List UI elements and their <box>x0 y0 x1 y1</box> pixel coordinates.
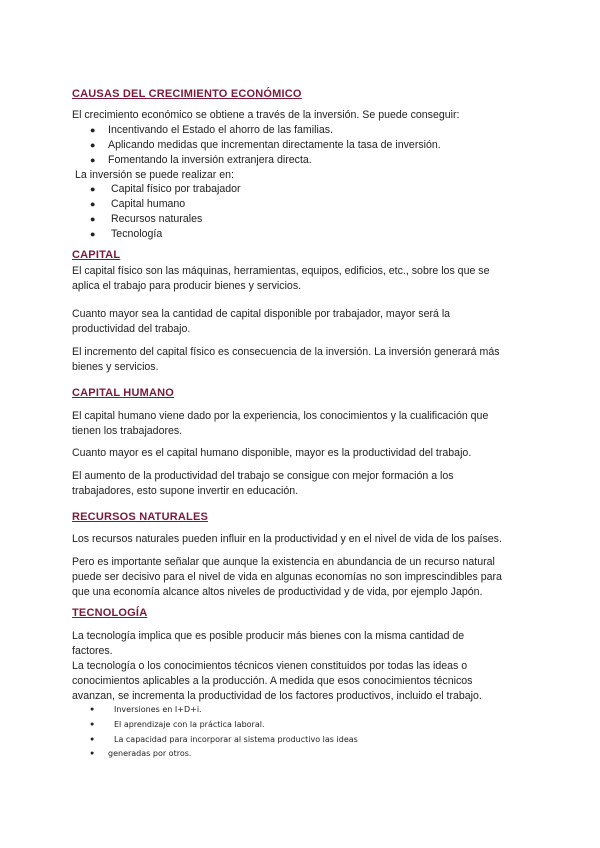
intro-text: El crecimiento económico se obtiene a través de la inversión. Se puede conseguir: <box>72 109 460 121</box>
bullet-icon: ● <box>90 706 95 713</box>
bullet-icon: ● <box>90 229 96 239</box>
bullet-icon: ● <box>90 184 96 194</box>
list-item: Incentivando el Estado el ahorro de las familias. <box>108 124 333 136</box>
paragraph-line: Cuanto mayor es el capital humano disponible, mayor es la productividad del trabajo. <box>72 447 472 459</box>
bullet-icon: ● <box>90 199 96 209</box>
bullet-icon: ● <box>90 140 96 150</box>
paragraph-line: aplica el trabajo para producir bienes y servicios. <box>72 280 302 292</box>
bullet-icon: ● <box>90 750 95 757</box>
main-heading: CAUSAS DEL CRECIMIENTO ECONÓMICO <box>72 88 302 100</box>
bullet-icon: ● <box>90 736 95 743</box>
bullet-icon: ● <box>90 721 95 728</box>
list-item: generadas por otros. <box>108 749 192 758</box>
paragraph-line: Cuanto mayor sea la cantidad de capital disponible por trabajador, mayor será la <box>72 308 451 320</box>
section-heading-capital-humano: CAPITAL HUMANO <box>72 387 174 399</box>
paragraph-line: Pero es importante señalar que aunque la existencia en abundancia de un recurso natural <box>72 556 495 568</box>
paragraph-line: Los recursos naturales pueden influir en la productividad y en el nivel de vida de los países. <box>72 533 502 545</box>
paragraph-line: El capital humano viene dado por la experiencia, los conocimientos y la cualificación que <box>72 410 489 422</box>
list-item: Tecnología <box>111 228 163 240</box>
paragraph-line: factores. <box>72 645 113 657</box>
section-heading-recursos: RECURSOS NATURALES <box>72 511 209 523</box>
paragraph-line: El incremento del capital físico es consecuencia de la inversión. La inversión generará más <box>72 346 500 358</box>
paragraph-line: conocimientos aplicables a la producción. A medida que esos conocimientos técnicos <box>72 675 473 687</box>
paragraph-line: productividad del trabajo. <box>72 323 191 335</box>
list-item: Capital físico por trabajador <box>111 183 241 195</box>
list-item: Inversiones en I+D+i. <box>114 705 202 714</box>
bullet-icon: ● <box>90 155 96 165</box>
list-item: La capacidad para incorporar al sistema productivo las ideas <box>114 735 358 744</box>
section-heading-capital: CAPITAL <box>72 249 121 261</box>
list-item: Aplicando medidas que incrementan directamente la tasa de inversión. <box>108 139 441 151</box>
paragraph-line: avanzan, se incrementa la productividad de los factores productivos, incluido el trabajo. <box>72 690 482 702</box>
invest-intro: La inversión se puede realizar en: <box>75 169 235 181</box>
bullet-icon: ● <box>90 214 96 224</box>
paragraph-line: La tecnología o los conocimientos técnicos vienen constituidos por todas las ideas o <box>72 660 468 672</box>
list-item: Capital humano <box>111 198 186 210</box>
list-item: El aprendizaje con la práctica laboral. <box>114 720 265 729</box>
paragraph-line: bienes y servicios. <box>72 361 159 373</box>
list-item: Recursos naturales <box>111 213 203 225</box>
paragraph-line: puede ser decisivo para el nivel de vida en algunas economías no son imprescindibles para <box>72 571 502 583</box>
paragraph-line: La tecnología implica que es posible producir más bienes con la misma cantidad de <box>72 630 465 642</box>
paragraph-line: El aumento de la productividad del trabajo se consigue con mejor formación a los <box>72 470 454 482</box>
section-heading-tecnologia: TECNOLOGÍA <box>72 607 148 619</box>
paragraph-line: El capital físico son las máquinas, herramientas, equipos, edificios, etc., sobre los que se <box>72 265 490 277</box>
paragraph-line: trabajadores, esto supone invertir en educación. <box>72 485 299 497</box>
bullet-icon: ● <box>90 125 96 135</box>
paragraph-line: tienen los trabajadores. <box>72 425 183 437</box>
paragraph-line: que una economía alcance altos niveles de productividad y de vida, por ejemplo Japón. <box>72 586 483 598</box>
list-item: Fomentando la inversión extranjera directa. <box>108 154 312 166</box>
